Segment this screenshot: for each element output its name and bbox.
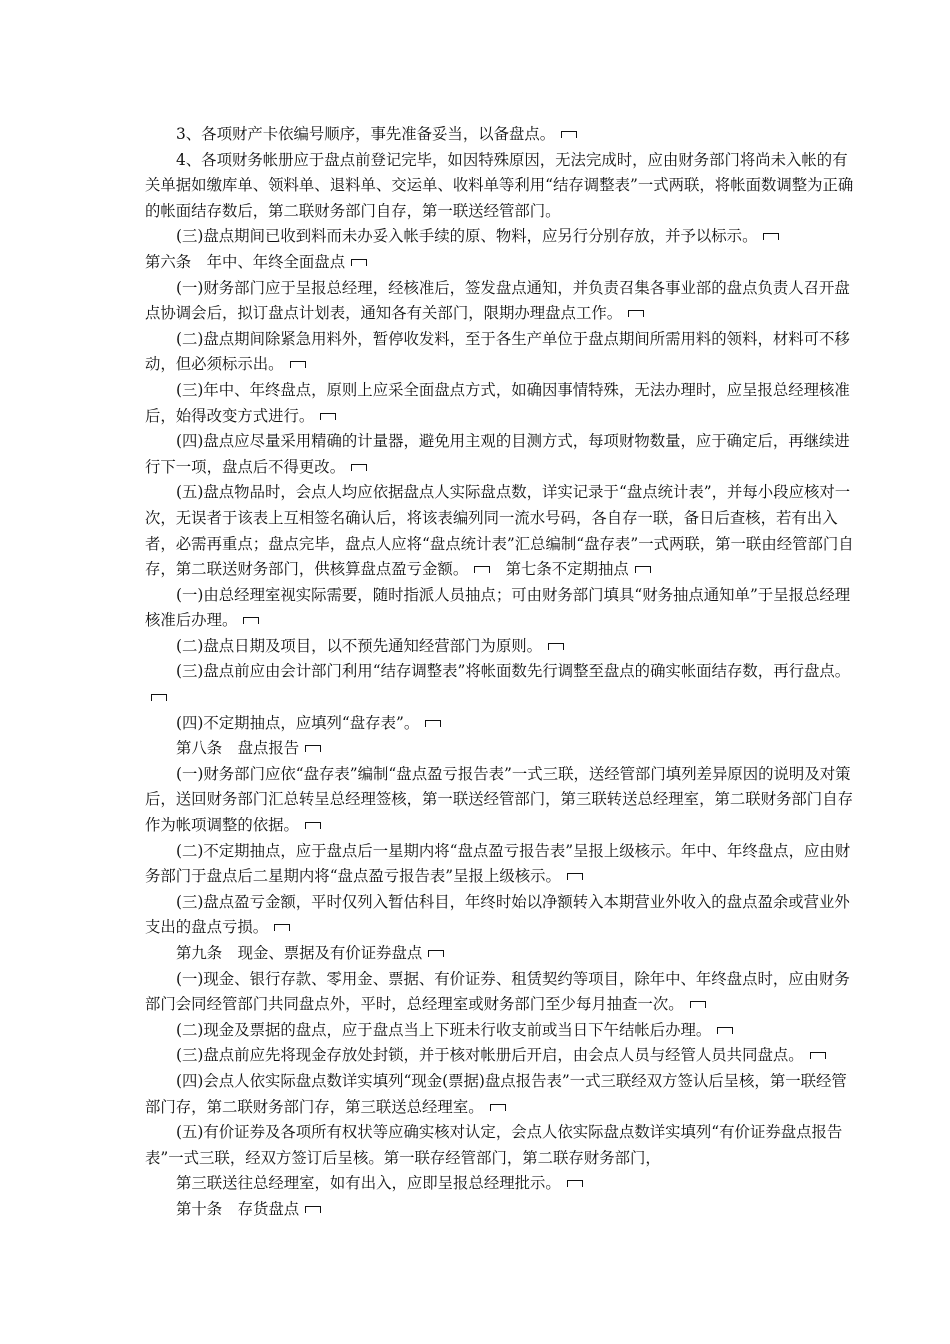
paragraph-mark-icon [628,310,644,317]
paragraph [145,1069,855,1120]
paragraph [145,122,855,148]
article-heading-inline: 第七条不定期抽点 [490,560,629,579]
paragraph-mark-icon [425,720,441,727]
article-heading [145,250,855,276]
paragraph-text: (一)财务部门应依“盘存表”编制“盘点盈亏报告表”一式三联，送经管部门填列差异原因的说明及对策后，送回财务部门汇总转呈总经理签核，第一联送经管部门，第三联转送总经理室，第二联财务部门自存作为帐项调整的依据。 [145,764,853,835]
article-heading [145,941,855,967]
paragraph [145,1120,855,1171]
paragraph-text: (二)不定期抽点，应于盘点后一星期内将“盘点盈亏报告表”呈报上级核示。年中、年终盘点，应由财务部门于盘点后二星期内将“盘点盈亏报告表”呈报上级核示。 [145,841,851,886]
paragraph-mark-icon [305,1206,321,1213]
paragraph [145,967,855,1018]
paragraph-text: (四)会点人依实际盘点数详实填列“现金(票据)盘点报告表”一式三联经双方签认后呈核，第一联经管部门存，第二联财务部门存，第三联送总经理室。 [145,1071,847,1116]
paragraph-text: (四)不定期抽点，应填列“盘存表”。 [176,713,420,732]
paragraph [145,762,855,839]
paragraph-text: 第三联送往总经理室，如有出入，应即呈报总经理批示。 [176,1174,561,1193]
paragraph-text: 第八条 盘点报告 [176,739,300,758]
paragraph-mark-icon [561,131,577,138]
paragraph-mark-icon [290,361,306,368]
paragraph-text: 第九条 现金、票据及有价证券盘点 [176,944,423,962]
paragraph-text: (三)盘点期间已收到料而未办妥入帐手续的原、物料，应另行分别存放，并予以标示。 [176,227,758,246]
paragraph [145,711,855,737]
paragraph-mark-icon [690,1001,706,1008]
paragraph-mark-icon [763,233,779,240]
paragraph-text: (五)有价证券及各项所有权状等应确实核对认定，会点人依实际盘点数详实填列“有价证券盘点报告表”一式三联，经双方签订后呈核。第一联存经管部门，第二联存财务部门， [145,1123,843,1167]
paragraph-mark-icon [305,822,321,829]
paragraph [145,1043,855,1069]
paragraph-mark-icon [243,617,259,624]
paragraph [145,634,855,660]
paragraph [145,1018,855,1044]
paragraph [145,839,855,890]
paragraph-text: (三)盘点盈亏金额，平时仅列入暂估科目，年终时始以净额转入本期营业外收入的盘点盈余或营业外支出的盘点亏损。 [145,892,850,937]
paragraph-text: (四)盘点应尽量采用精确的计量器，避免用主观的目测方式，每项财物数量，应于确定后，再继续进行下一项，盘点后不得更改。 [145,432,850,476]
paragraph-text: (一)现金、银行存款、零用金、票据、有价证券、租赁契约等项目，除年中、年终盘点时，应由财务部门会同经管部门共同盘点外，平时，总经理室或财务部门至少每月抽查一次。 [145,969,850,1014]
paragraph [145,480,855,582]
paragraph-text: (一)财务部门应于呈报总经理，经核准后，签发盘点通知，并负责召集各事业部的盘点负责人召开盘点协调会后，拟订盘点计划表，通知各有关部门，限期办理盘点工作。 [145,278,850,323]
paragraph-mark-icon [490,1104,506,1111]
paragraph [145,583,855,634]
paragraph-text: (五)盘点物品时，会点人均应依据盘点人实际盘点数，详实记录于“盘点统计表”，并每小段应核对一次，无误者于该表上互相签名确认后，将该表编列同一流水号码，各自存一联，备日后查核，若有出入者，必需再重点；盘点完毕，盘点人应将“盘点统计表”汇总编制“盘存表”一式两联，第一联由经管部门自存，第二联送财务部门，供核算盘点盈亏金额。 [145,483,854,579]
paragraph [145,1171,855,1197]
paragraph-mark-icon [635,566,651,573]
paragraph-mark-icon [717,1027,733,1034]
paragraph-mark-icon [474,566,490,573]
paragraph-text: (二)盘点期间除紧急用料外，暂停收发料，至于各生产单位于盘点期间所需用料的领料，材料可不移动，但必须标示出。 [145,329,850,374]
paragraph-mark-icon [351,464,367,471]
paragraph-mark-icon [548,643,564,650]
paragraph [145,148,855,225]
paragraph [145,429,855,480]
paragraph [145,378,855,429]
paragraph-text: (三)盘点前应先将现金存放处封锁，并于核对帐册后开启，由会点人员与经管人员共同盘点。 [176,1046,804,1065]
paragraph-mark-icon [274,924,290,931]
article-heading [145,736,855,762]
paragraph-text: 3、各项财产卡依编号顺序，事先准备妥当，以备盘点。 [176,125,556,143]
paragraph [145,890,855,941]
paragraph-text: 第十条 存货盘点 [176,1199,300,1218]
paragraph-text: (二)盘点日期及项目，以不预先通知经营部门为原则。 [176,636,542,655]
paragraph [145,224,855,250]
paragraph-text: (三)盘点前应由会计部门利用“结存调整表”将帐面数先行调整至盘点的确实帐面结存数，再行盘点。 [176,662,851,681]
paragraph-mark-icon [305,745,321,752]
paragraph-mark-icon [428,950,444,957]
paragraph-text: (二)现金及票据的盘点，应于盘点当上下班未行收支前或当日下午结帐后办理。 [176,1020,712,1039]
paragraph-text: (一)由总经理室视实际需要，随时指派人员抽点；可由财务部门填具“财务抽点通知单”于呈报总经理核准后办理。 [145,585,851,630]
document-body [145,122,855,1223]
paragraph-mark-icon [151,694,167,701]
paragraph-text: 第六条 年中、年终全面盘点 [145,252,346,271]
paragraph-mark-icon [351,259,367,266]
article-heading [145,1197,855,1223]
paragraph-mark-icon [567,1180,583,1187]
paragraph-mark-icon [320,413,336,420]
paragraph-text: (三)年中、年终盘点，原则上应采全面盘点方式，如确因事情特殊，无法办理时，应呈报总经理核准后，始得改变方式进行。 [145,380,850,425]
paragraph [145,327,855,378]
paragraph-mark-icon [567,873,583,880]
paragraph-text: 4、各项财务帐册应于盘点前登记完毕，如因特殊原因，无法完成时，应由财务部门将尚未入帐的有关单据如缴库单、领料单、退料单、交运单、收料单等利用“结存调整表”一式两联，将帐面数调整为正确的帐面结存数后，第二联财务部门自存，第一联送经管部门。 [145,150,854,220]
paragraph [145,659,855,710]
paragraph-mark-icon [810,1052,826,1059]
paragraph [145,276,855,327]
